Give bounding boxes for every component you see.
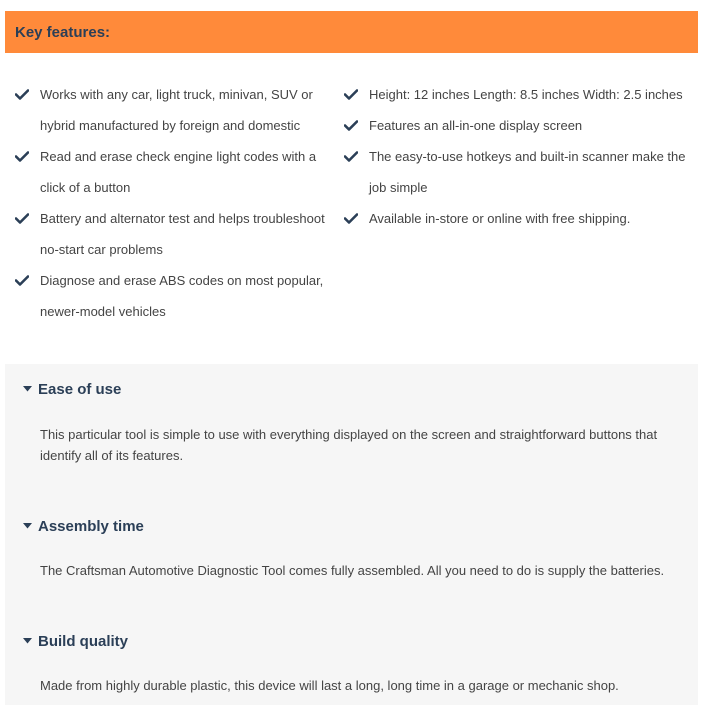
check-icon — [14, 203, 30, 234]
features-column-right — [343, 79, 693, 234]
features-column-left — [14, 79, 332, 327]
accordion-body: The Craftsman Automotive Diagnostic Tool comes fully assembled. All you need to do is supply the batteries. — [40, 563, 665, 578]
accordion-title: Assembly time — [38, 517, 144, 535]
feature-item — [343, 110, 693, 141]
feature-text: Works with any car, light truck, minivan, SUV or hybrid manufactured by foreign and domestic — [40, 87, 313, 133]
check-icon — [14, 265, 30, 296]
feature-text: Battery and alternator test and helps troubleshoot no-start car problems — [40, 211, 325, 257]
caret-down-icon — [22, 630, 32, 652]
feature-text: Read and erase check engine light codes with a click of a button — [40, 149, 317, 195]
accordion-toggle-build-quality[interactable] — [22, 630, 128, 652]
caret-down-icon — [22, 378, 32, 400]
check-icon — [343, 203, 359, 234]
feature-item — [14, 141, 332, 203]
feature-item — [343, 79, 693, 110]
feature-item — [343, 203, 693, 234]
feature-item — [14, 203, 332, 265]
accordion-title: Ease of use — [38, 380, 122, 398]
feature-text: Available in-store or online with free shipping. — [369, 211, 631, 226]
check-icon — [343, 79, 359, 110]
feature-item — [14, 265, 332, 327]
accordion-title: Build quality — [38, 632, 128, 650]
feature-item — [14, 79, 332, 141]
feature-text: Features an all-in-one display screen — [369, 118, 583, 133]
feature-text: Height: 12 inches Length: 8.5 inches Width: 2.5 inches — [369, 87, 683, 102]
accordion-body: This particular tool is simple to use with everything displayed on the screen and straightforward buttons that identify all of its features. — [40, 427, 658, 463]
key-features-title: Key features: — [15, 23, 111, 41]
accordion-toggle-ease-of-use[interactable] — [22, 378, 121, 400]
check-icon — [14, 141, 30, 172]
caret-down-icon — [22, 515, 32, 537]
feature-text: The easy-to-use hotkeys and built-in scanner make the job simple — [369, 149, 686, 195]
accordion-toggle-assembly-time[interactable] — [22, 515, 144, 537]
check-icon — [14, 79, 30, 110]
check-icon — [343, 110, 359, 141]
accordion-body: Made from highly durable plastic, this device will last a long, long time in a garage or mechanic shop. — [40, 678, 619, 693]
details-accordion — [5, 364, 698, 705]
feature-text: Diagnose and erase ABS codes on most popular, newer-model vehicles — [40, 273, 324, 319]
check-icon — [343, 141, 359, 172]
feature-item — [343, 141, 693, 203]
key-features-header — [5, 11, 698, 53]
